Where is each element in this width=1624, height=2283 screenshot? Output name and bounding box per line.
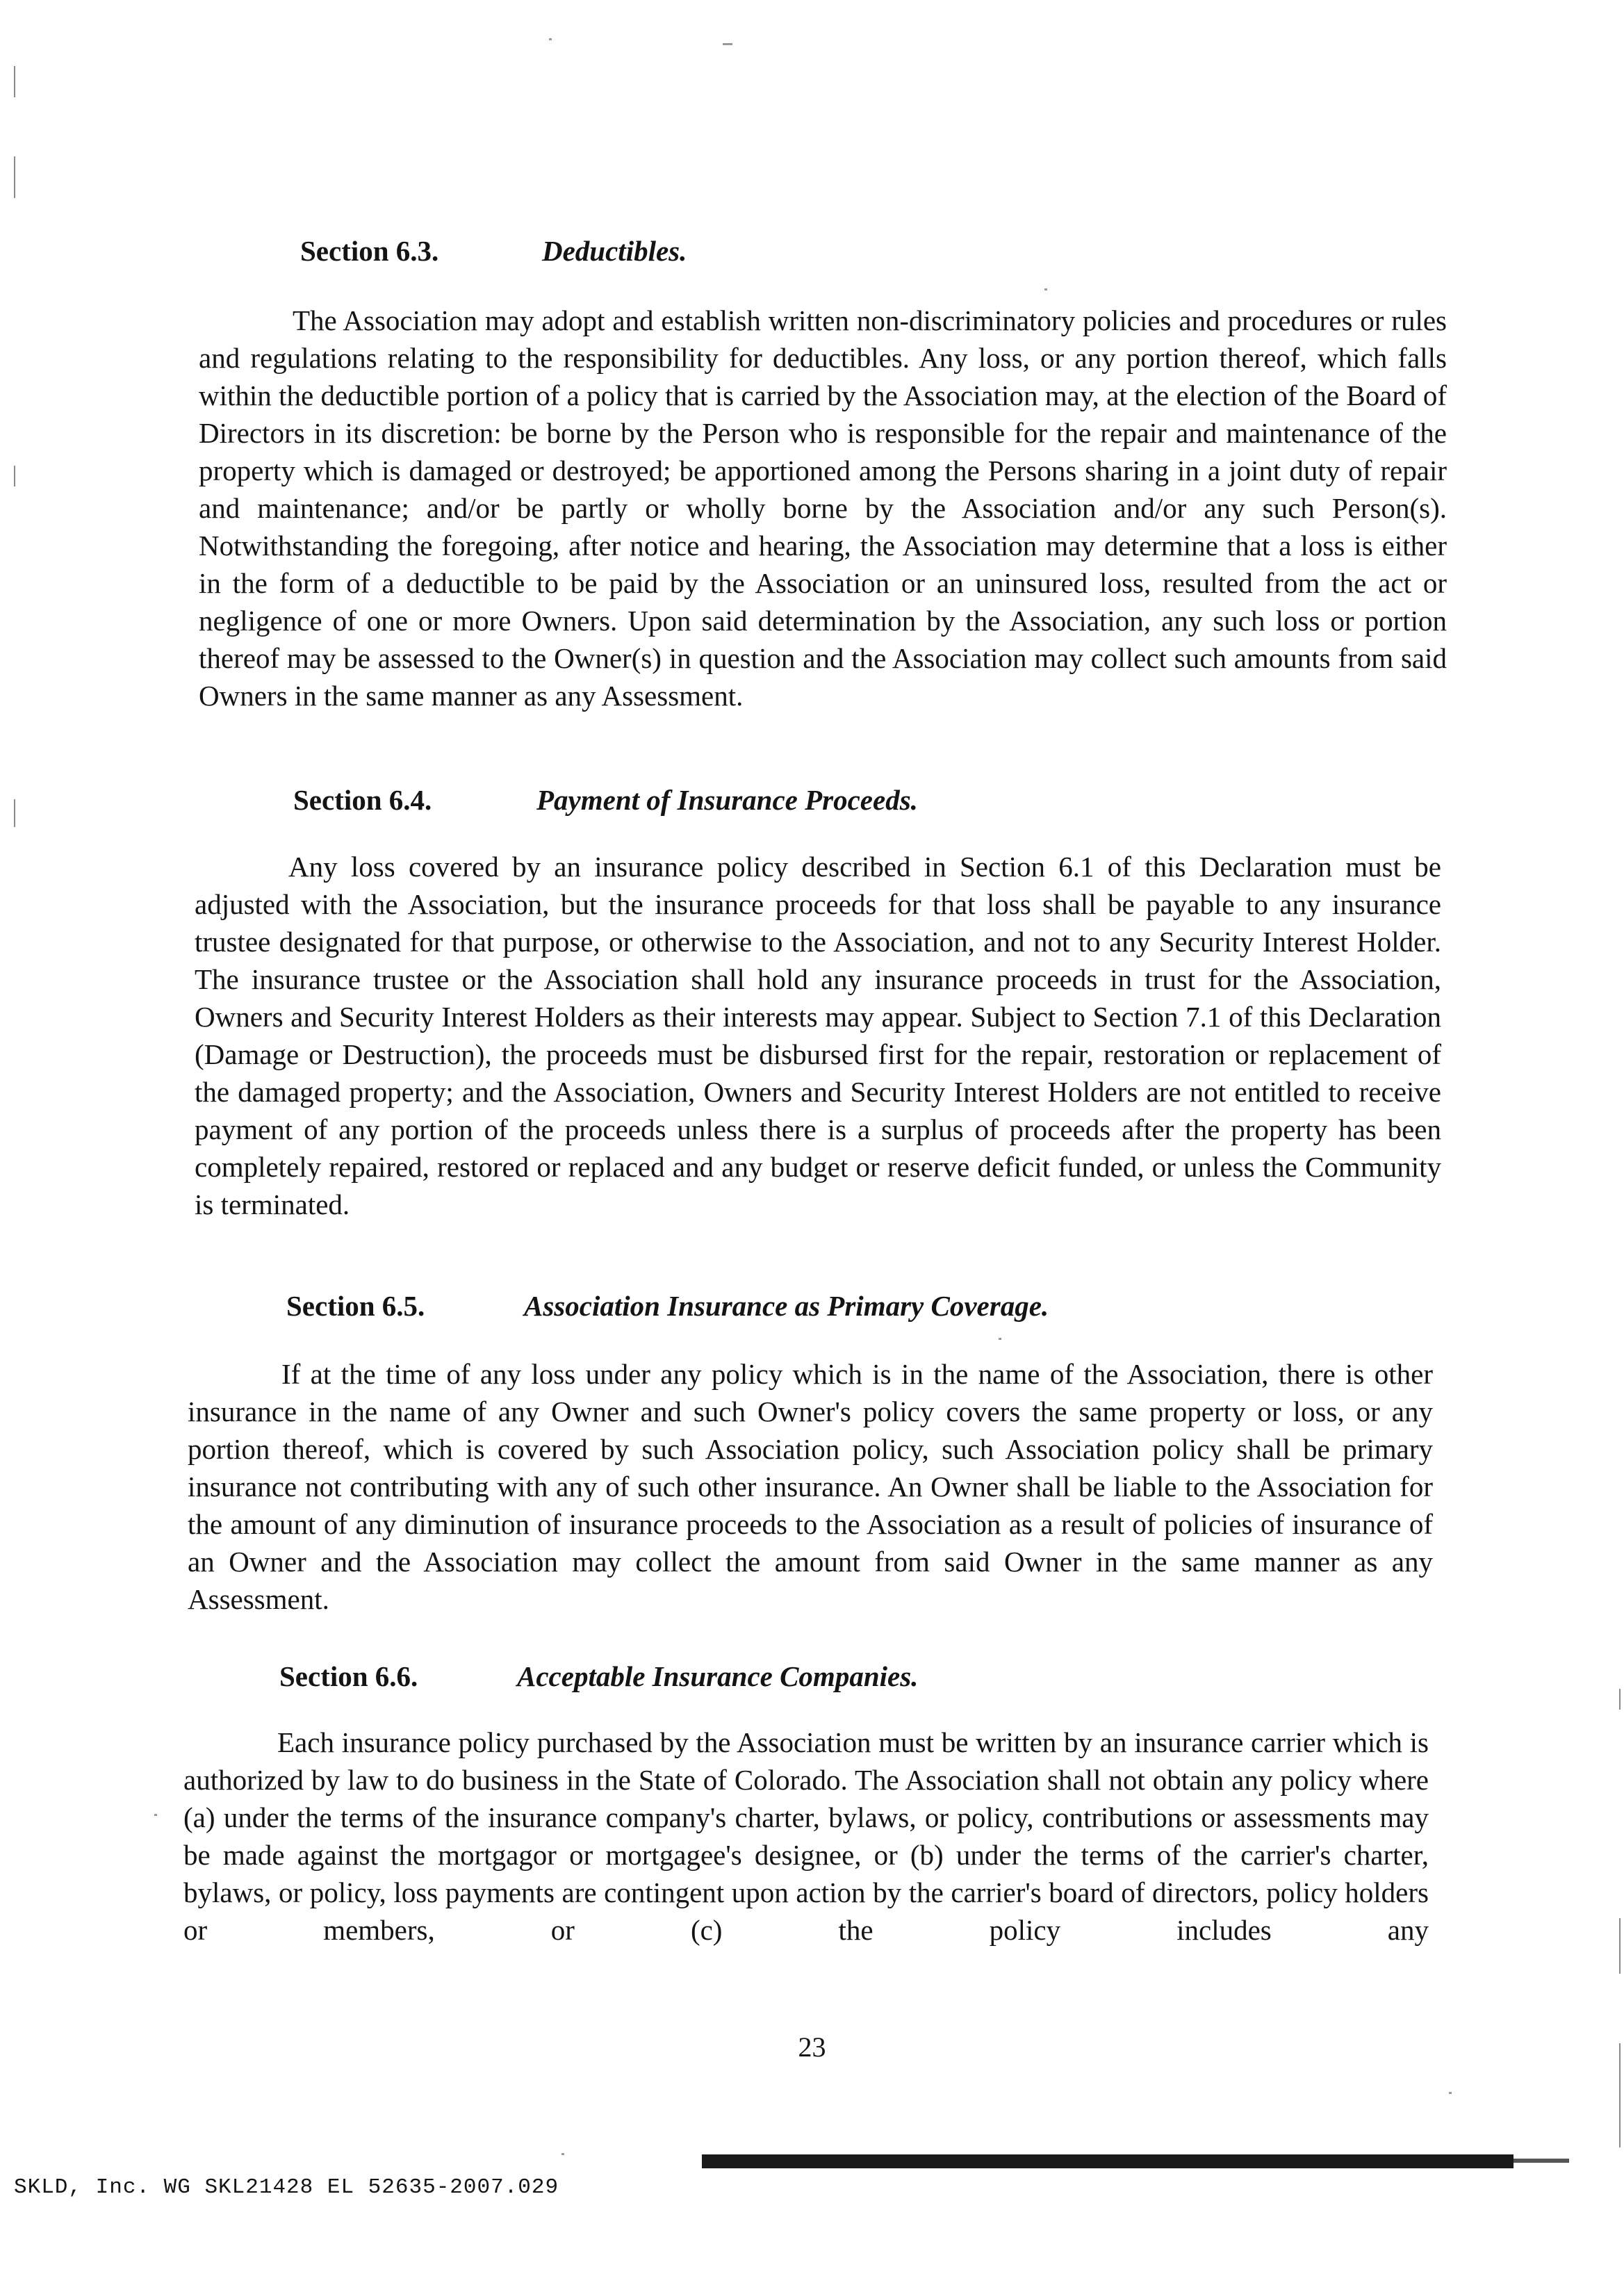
section-body-6-6: Each insurance policy purchased by the Association must be written by an insurance carrier which is authorized by law to do business in the State of Colorado. The Association shall not obtain any policy where (a) under the terms of the insurance company's charter, bylaws, or policy, contributions or assessments may be made against the mortgagor or mortgagee's designee, or (b) under the terms of the carrier's charter, bylaws, or policy, loss payments are contingent upon action by the carrier's board of directors, policy holders or members, or (c) the policy includes any xyxy=(183,1726,1429,1946)
section-body-6-4: Any loss covered by an insurance policy described in Section 6.1 of this Declaration must be adjusted with the Association, but the insurance proceeds for that loss shall be payable to any insurance trustee designated for that purpose, or otherwise to the Association, and not to any Security Interest Holder. The insurance trustee or the Association shall hold any insurance proceeds in trust for the Association, Owners and Security Interest Holders as their interests may appear. Subject to Section 7.1 of this Declaration (Damage or Destruction), the proceeds must be disbursed first for the repair, restoration or replacement of the damaged property; and the Association, Owners and Security Interest Holders are not entitled to receive payment of any portion of the proceeds unless there is a surplus of proceeds after the property has been completely repaired, restored or replaced and any budget or reserve deficit funded, or unless the Community is terminated. xyxy=(195,851,1441,1220)
scan-speck xyxy=(561,2153,564,2155)
scan-speck xyxy=(723,43,732,45)
scan-edge-mark xyxy=(14,66,15,97)
section-title: Acceptable Insurance Companies. xyxy=(517,1660,919,1692)
footer-code: SKLD, Inc. WG SKL21428 EL 52635-2007.029 xyxy=(14,2175,559,2200)
scan-edge-mark xyxy=(1619,1918,1621,1974)
scan-edge-mark xyxy=(14,466,15,486)
scan-speck xyxy=(1044,288,1047,291)
scan-speck xyxy=(549,38,552,40)
section-heading-6-4 xyxy=(293,783,918,817)
section-title: Deductibles. xyxy=(542,235,687,267)
footer-bar xyxy=(702,2154,1514,2168)
scan-edge-mark xyxy=(14,156,15,198)
page-number: 23 xyxy=(798,2031,826,2063)
scan-speck xyxy=(999,1338,1001,1340)
section-body-6-3: The Association may adopt and establish written non-discriminatory policies and procedures or rules and regulations relating to the responsibility for deductibles. Any loss, or any portion thereof, which falls within the deductible portion of a policy that is carried by the Association may, at the election of the Board of Directors in its discretion: be borne by the Person who is responsible for the repair and maintenance of the property which is damaged or destroyed; be apportioned among the Persons sharing in a joint duty of repair and maintenance; and/or be partly or wholly borne by the Association and/or any such Person(s). Notwithstanding the foregoing, after notice and hearing, the Association may determine that a loss is either in the form of a deductible to be paid by the Association or an uninsured loss, resulted from the act or negligence of one or more Owners. Upon said determination by the Association, any such loss or portion thereof may be assessed to the Owner(s) in question and the Association may collect such amounts from said Owners in the same manner as any Assessment. xyxy=(199,304,1447,712)
section-title: Payment of Insurance Proceeds. xyxy=(536,784,918,816)
scan-speck xyxy=(1449,2092,1452,2094)
section-heading-6-3 xyxy=(300,234,687,268)
section-body-6-5: If at the time of any loss under any policy which is in the name of the Association, there is other insurance in the name of any Owner and such Owner's policy covers the same property or loss, or any portion thereof, which is covered by such Association policy, such Association policy shall be primary insurance not contributing with any of such other insurance. An Owner shall be liable to the Association for the amount of any diminution of insurance proceeds to the Association as a result of policies of insurance of an Owner and the Association may collect the amount from said Owner in the same manner as any Assessment. xyxy=(188,1358,1433,1615)
scan-edge-mark xyxy=(1619,2043,1621,2147)
section-heading-6-6 xyxy=(279,1660,919,1693)
section-number: Section 6.6. xyxy=(279,1660,418,1692)
section-title: Association Insurance as Primary Coverage. xyxy=(524,1290,1049,1322)
footer-bar-tail xyxy=(1514,2159,1569,2163)
section-number: Section 6.5. xyxy=(286,1290,425,1322)
section-number: Section 6.3. xyxy=(300,235,439,267)
section-heading-6-5 xyxy=(286,1289,1049,1323)
scan-speck xyxy=(154,1814,157,1816)
scan-edge-mark xyxy=(1619,1689,1621,1710)
scan-edge-mark xyxy=(14,799,15,827)
section-number: Section 6.4. xyxy=(293,784,432,816)
